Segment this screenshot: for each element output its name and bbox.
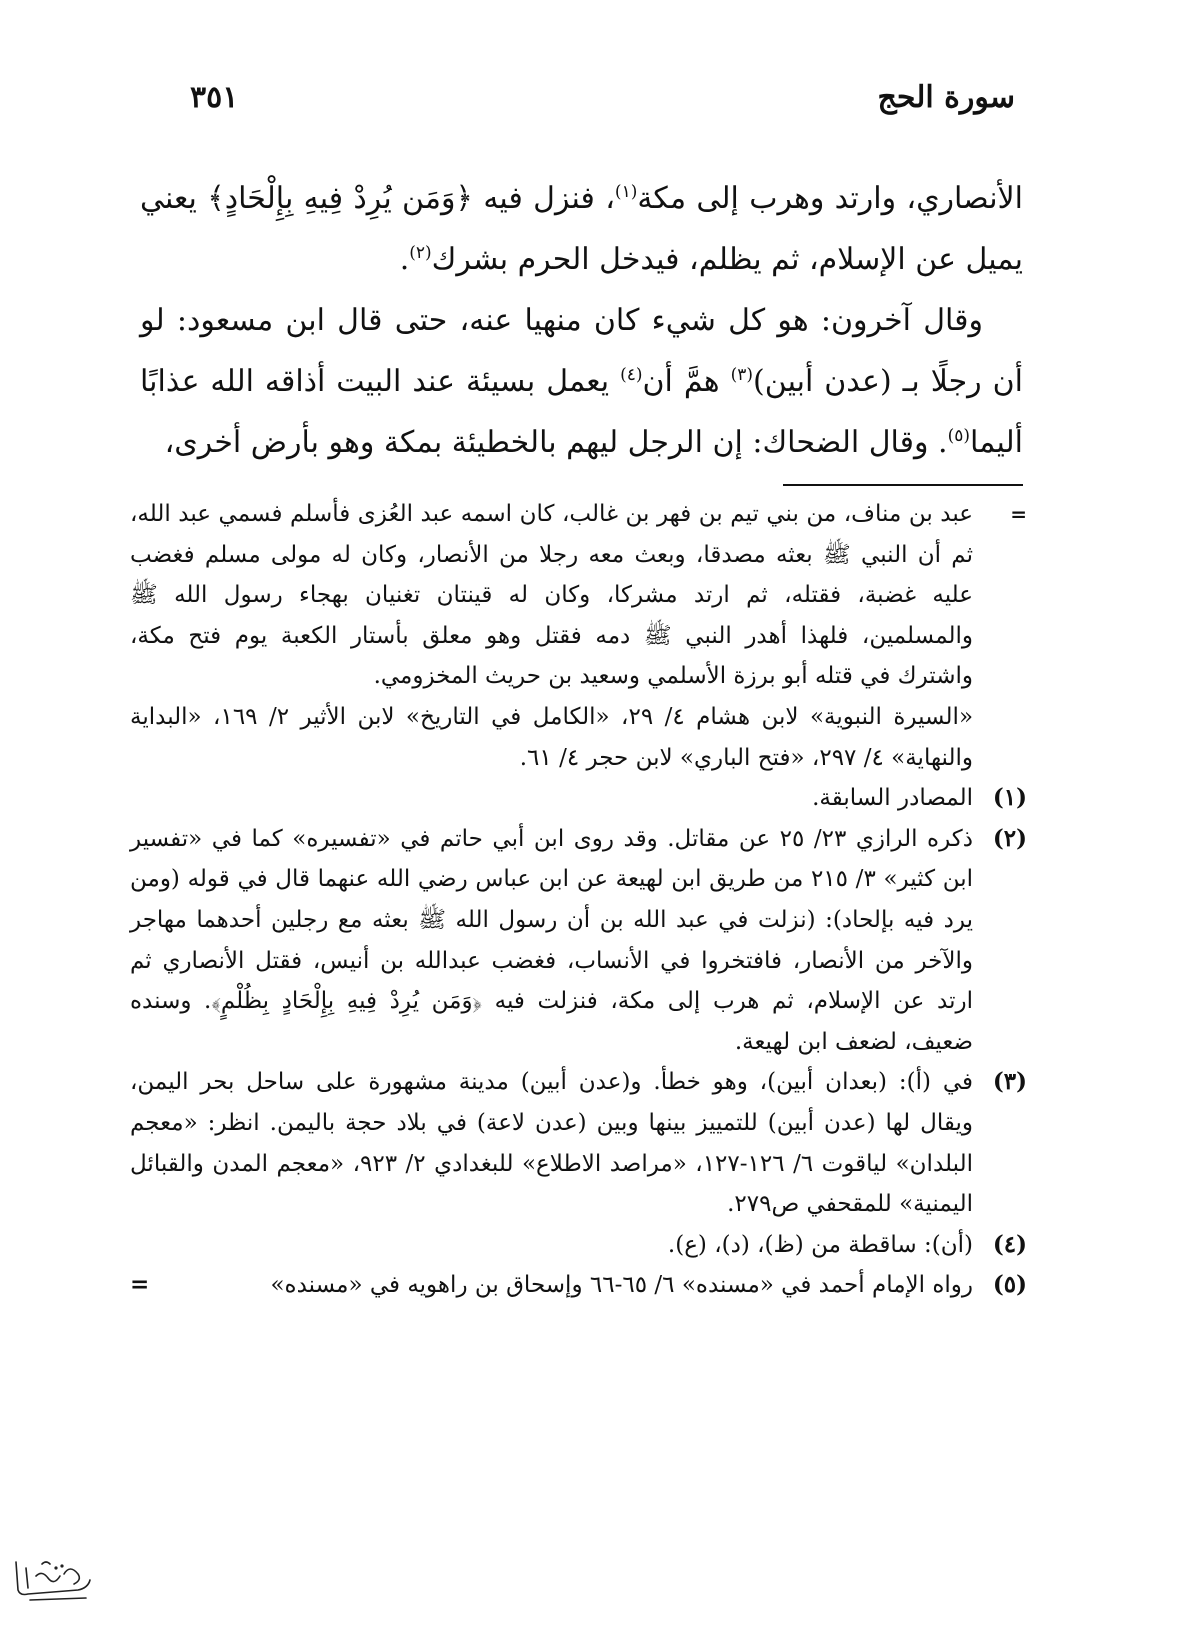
footnote-text: ذكره الرازي ٢٣/ ٢٥ عن مقاتل. وقد روى ابن أبي حاتم في «تفسيره» كما في «تفسير ابن كثير» ٣/ ٢١٥ من طريق ابن لهيعة عن ابن عباس رضي الله عنهما قال في قوله (ومن يرد فيه بإلحاد): (نزلت في عبد الله بن أن رسول الله ﷺ بعثه مع رجلين أحدهما مهاجر والآخر من الأنصار، فافتخروا في الأنساب، فغضب عبدالله بن أنيس، فقتل الأنصاري ثم ارتد عن الإسلام، ثم هرب إلى مكة، فنزلت فيه <box>130 825 974 1015</box>
paragraph-1 <box>140 168 1023 290</box>
paragraph-2 <box>140 290 1023 473</box>
text-run: . وقال الضحاك: إن الرجل ليهم بالخطيئة بمكة وهو بأرض أخرى، <box>164 425 948 460</box>
footnote-3 <box>130 1062 1027 1224</box>
footnote-text: عبد بن مناف، من بني تيم بن فهر بن غالب، كان اسمه عبد العُزى فأسلم فسمي عبد الله، ثم أن النبي ﷺ بعثه مصدقا، وبعث معه رجلا من الأنصار، وكان له مولى مسلم فغضب عليه غضبة، فقتله، ثم ارتد مشركا، وكان له قينتان تغنيان بهجاء رسول الله ﷺ والمسلمين، فلهذا أهدر النبي ﷺ دمه فقتل وهو معلق بأستار الكعبة يوم فتح مكة، واشترك في قتله أبو برزة الأسلمي وسعيد بن حريث المخزومي. <box>130 501 973 690</box>
footnote-separator <box>783 484 1023 486</box>
footnote-number: (١) <box>992 784 1027 812</box>
footnote-number: (٢) <box>992 824 1027 852</box>
text-run: يعمل بسيئة عند البيت أذاقه الله عذابًا أليما <box>140 364 1023 460</box>
text-run: يعني يميل عن الإسلام، ثم يظلم، فيدخل الحرم بشرك <box>140 181 1023 277</box>
footnote-1 <box>130 778 1027 819</box>
footnote-5 <box>130 1265 1027 1306</box>
continuation-mark: = <box>130 1271 150 1299</box>
footnote-number: (٥) <box>992 1271 1027 1299</box>
footnote-ref-2: (٢) <box>409 243 432 263</box>
footnote-text: في (أ): (بعدان أبين)، وهو خطأ. و(عدن أبين) مدينة مشهورة على ساحل بحر اليمن، ويقال لها (عدن أبين) للتمييز بينها وبين (عدن لاعة) في بلاد حجة باليمن. انظر: «معجم البلدان» لياقوت ٦/ ١٢٦-١٢٧، «مراصد الاطلاع» للبغدادي ٢/ ٩٢٣، «معجم المدن والقبائل اليمنية» للمقحفي ص٢٧٩. <box>130 1069 973 1218</box>
footnote-sources: «السيرة النبوية» لابن هشام ٤/ ٢٩، «الكامل في التاريخ» لابن الأثير ٢/ ١٦٩، «البداية والنهاية» ٤/ ٢٩٧، «فتح الباري» لابن حجر ٤/ ٦١. <box>130 703 974 771</box>
surah-title: سورة الحج <box>877 80 1015 115</box>
continuation-mark: = <box>1010 502 1027 526</box>
text-run: الأنصاري، وارتد وهرب إلى مكة <box>637 181 1023 216</box>
text-run: همَّ أن <box>642 364 731 399</box>
page-number: ٣٥١ <box>190 80 239 115</box>
footnote-ref-5: (٥) <box>947 426 970 446</box>
footnote-ref-1: (١) <box>614 182 638 202</box>
text-run: وقال آخرون: هو كل شيء كان منهيا عنه، حتى قال ابن مسعود: لو أن رجلًا بـ (عدن أبين) <box>140 303 1023 399</box>
footnote-ref-3: (٣) <box>730 365 754 385</box>
page-header <box>190 80 1015 130</box>
footnote-continuation <box>130 494 1027 778</box>
footnote-text-tail: . وسنده ضعيف، لضعف ابن لهيعة. <box>130 988 973 1055</box>
footnote-number: (٤) <box>992 1230 1027 1258</box>
quran-verse: ﴿وَمَن يُرِدْ فِيهِ بِإِلْحَادٍ﴾ <box>207 181 474 216</box>
footnote-ref-4: (٤) <box>620 365 643 385</box>
footnotes <box>130 494 1027 1306</box>
quran-verse: ﴿وَمَن يُرِدْ فِيهِ بِإِلْحَادٍ بِظُلْمٍ﴾ <box>211 988 483 1015</box>
watermark-logo <box>8 1550 96 1606</box>
footnote-text: المصادر السابقة. <box>812 785 973 812</box>
footnote-4 <box>130 1225 1027 1266</box>
footnote-text: (أن): ساقطة من (ظ)، (د)، (ع). <box>667 1231 973 1258</box>
main-text <box>140 168 1023 473</box>
text-run: . <box>399 242 410 277</box>
footnote-number: (٣) <box>992 1068 1027 1096</box>
footnote-2 <box>130 819 1027 1063</box>
text-run: ، فنزل فيه <box>473 181 615 216</box>
footnote-text: رواه الإمام أحمد في «مسنده» ٦/ ٦٥-٦٦ وإسحاق بن راهويه في «مسنده» <box>270 1272 973 1299</box>
